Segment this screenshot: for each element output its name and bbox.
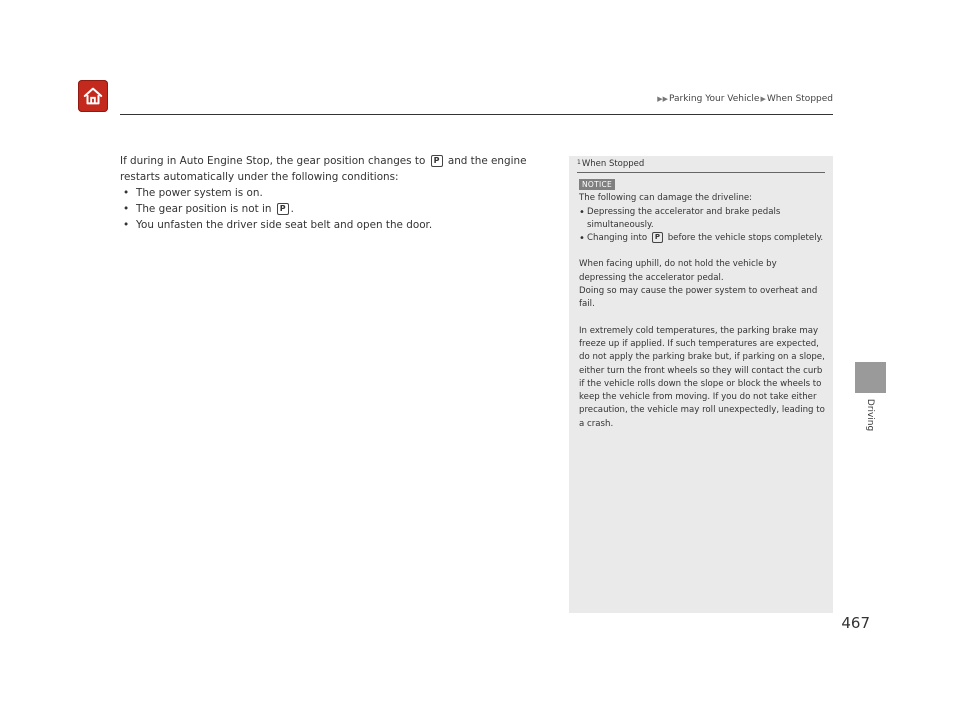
intro-text-1: If during in Auto Engine Stop, the gear position changes to (120, 155, 426, 167)
notice-badge: NOTICE (579, 179, 615, 190)
bullet-text: The gear position is not in (136, 203, 272, 215)
breadcrumb (656, 94, 833, 104)
list-item: • You unfasten the driver side seat belt and open the door. (120, 217, 550, 233)
breadcrumb-item-when-stopped: When Stopped (766, 94, 833, 104)
section-tab[interactable] (855, 362, 886, 393)
sidebar-title: When Stopped (581, 159, 645, 169)
notice-text: Changing into (587, 233, 648, 244)
section-tab-label: Driving (865, 398, 876, 432)
breadcrumb-item-parking[interactable]: Parking Your Vehicle (668, 94, 760, 104)
notice-intro: The following can damage the driveline: (579, 193, 753, 204)
sidebar-heading (577, 156, 825, 173)
list-item (120, 201, 550, 217)
cold-weather-paragraph: In extremely cold temperatures, the parking brake may freeze up if applied. If such temperatures are expected, do not apply the parking brake but, if parking on a slope, either turn the front wheels so they will contact the curb if the vehicle rolls down the slope or block the wheels to keep the vehicle from moving. If you do not take either precaution, the vehicle may roll unexpectedly, leading to a crash. (579, 325, 825, 429)
notice-list (579, 206, 825, 246)
breadcrumb-arrow-icon: ▶▶ (657, 95, 668, 103)
home-button[interactable] (78, 80, 108, 112)
intro-text-2: and the engine restarts automatically under the following conditions: (120, 155, 527, 183)
intro-paragraph (120, 153, 550, 185)
condition-list (120, 185, 550, 233)
gear-p-icon: P (277, 203, 289, 215)
notice-text: before the vehicle stops completely. (667, 233, 824, 244)
header-divider (120, 114, 833, 115)
section-tab-label-wrap (855, 400, 886, 430)
bullet-end: . (290, 203, 294, 215)
spacer (579, 245, 825, 258)
spacer (579, 312, 825, 325)
breadcrumb-arrow-icon: ▶ (760, 95, 766, 103)
main-content (120, 153, 550, 233)
home-icon (82, 85, 104, 107)
overheat-paragraph: Doing so may cause the power system to overheat and fail. (579, 286, 818, 310)
gear-p-icon: P (431, 155, 443, 167)
list-item (579, 232, 825, 245)
gear-p-icon: P (652, 232, 663, 243)
list-item: • Depressing the accelerator and brake pedals simultaneously. (579, 206, 825, 233)
list-item: • The power system is on. (120, 185, 550, 201)
uphill-paragraph: When facing uphill, do not hold the vehicle by depressing the accelerator pedal. (579, 259, 777, 283)
sidebar-body (569, 173, 833, 431)
page-number: 467 (841, 614, 870, 632)
sidebar-index: 1 (577, 159, 581, 166)
sidebar-note (569, 156, 833, 613)
